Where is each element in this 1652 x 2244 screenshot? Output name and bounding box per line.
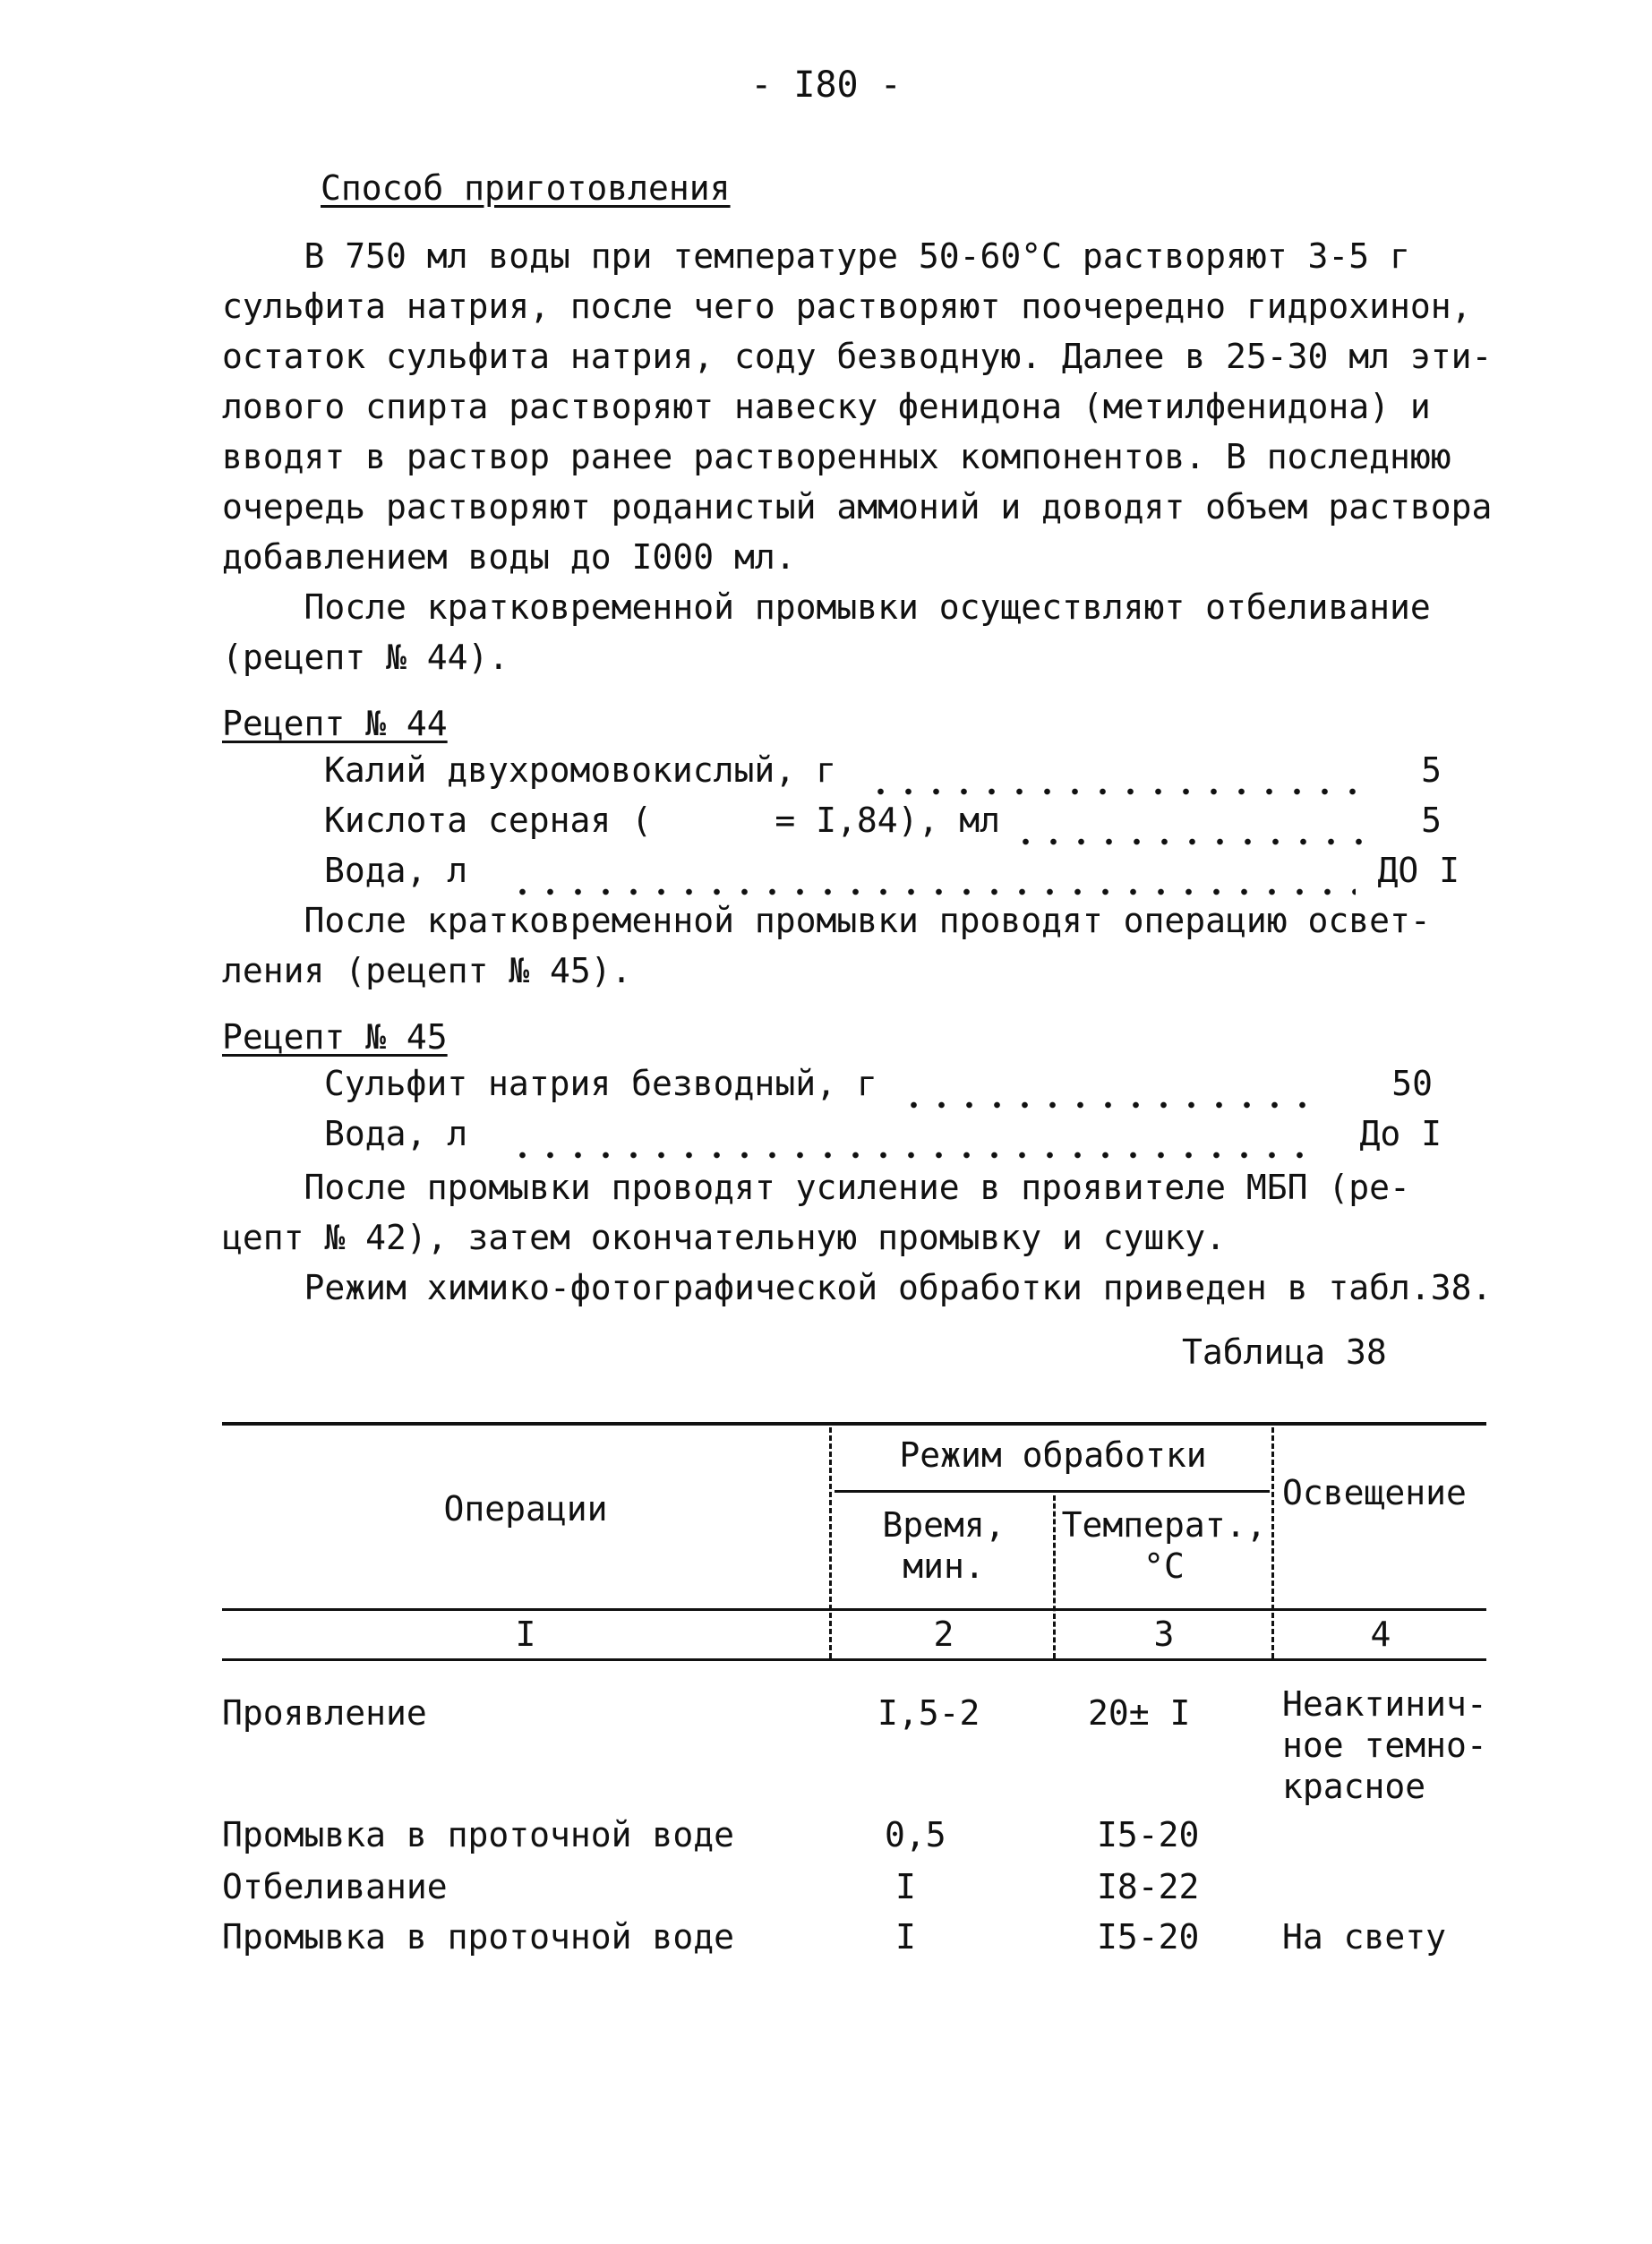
ingredient-amount: 50 <box>1391 1064 1433 1103</box>
page-number: - I80 - <box>750 64 902 106</box>
time-cell: I <box>895 1917 916 1957</box>
header-operations: Операции <box>443 1489 608 1529</box>
column-divider <box>829 1427 832 1658</box>
header-bottom-rule <box>222 1608 1486 1611</box>
temperature-cell: I5-20 <box>1097 1815 1200 1854</box>
table-caption: Таблица 38 <box>1182 1332 1387 1372</box>
text-line: лового спирта растворяют навеску фенидона (метилфенидона) и <box>222 387 1431 426</box>
column-number: 4 <box>1370 1614 1391 1654</box>
text-line: сульфита натрия, после чего растворяют поочередно гидрохинон, <box>222 287 1472 326</box>
leader-dots <box>867 788 1368 795</box>
text-line: В 750 мл воды при температуре 50-60°С растворяют 3-5 г <box>222 236 1410 276</box>
section-heading: Способ приготовления <box>321 168 731 208</box>
recipe-45-title: Рецепт № 45 <box>222 1017 448 1057</box>
ingredient-name: Сульфит натрия безводный, г <box>324 1064 877 1103</box>
ingredient-amount: 5 <box>1421 750 1442 790</box>
subheader-rule <box>835 1490 1270 1493</box>
time-cell: I <box>895 1867 916 1906</box>
ingredient-amount: До I <box>1359 1114 1442 1153</box>
operation-cell: Отбеливание <box>222 1867 448 1906</box>
ingredient-amount: ДО I <box>1377 851 1459 890</box>
operation-cell: Проявление <box>222 1693 427 1733</box>
text-line: После промывки проводят усиление в проявителе МБП (ре- <box>222 1168 1410 1207</box>
leader-dots <box>509 888 1356 895</box>
header-temperature: Температ., °С <box>1061 1505 1267 1586</box>
text-line: остаток сульфита натрия, соду безводную. Далее в 25-30 мл эти- <box>222 337 1493 376</box>
operation-cell: Промывка в проточной воде <box>222 1815 734 1854</box>
operation-cell: Промывка в проточной воде <box>222 1917 734 1957</box>
recipe-44-title: Рецепт № 44 <box>222 704 448 743</box>
header-lighting: Освещение <box>1282 1473 1467 1512</box>
numbers-bottom-rule <box>222 1658 1486 1661</box>
time-cell: 0,5 <box>885 1815 946 1854</box>
text-line: (рецепт № 44). <box>222 638 509 677</box>
temperature-cell: I8-22 <box>1097 1867 1200 1906</box>
text-line: очередь растворяют роданистый аммоний и доводят объем раствора <box>222 487 1493 527</box>
header-processing-mode: Режим обработки <box>899 1435 1207 1475</box>
text-line: Режим химико-фотографической обработки приведен в табл.38. <box>222 1268 1493 1307</box>
ingredient-name: Вода, л <box>324 851 468 890</box>
text-line: цепт № 42), затем окончательную промывку и сушку. <box>222 1218 1227 1257</box>
text-line: вводят в раствор ранее растворенных компонентов. В последнюю <box>222 437 1451 476</box>
temperature-cell: 20± I <box>1088 1693 1191 1733</box>
time-cell: I,5-2 <box>877 1693 980 1733</box>
ingredient-name: Кислота серная ( = I,84), мл <box>324 801 1000 840</box>
text-line: ления (рецепт № 45). <box>222 951 632 990</box>
temperature-cell: I5-20 <box>1097 1917 1200 1957</box>
text-line: добавлением воды до I000 мл. <box>222 537 796 577</box>
leader-dots <box>900 1101 1321 1109</box>
lighting-cell: На свету <box>1282 1917 1447 1957</box>
ingredient-amount: 5 <box>1421 801 1442 840</box>
text-line: После кратковременной промывки осуществляют отбеливание <box>222 587 1431 627</box>
column-divider <box>1271 1427 1274 1658</box>
ingredient-name: Калий двухромовокислый, г <box>324 750 836 790</box>
header-time: Время, мин. <box>882 1505 1006 1586</box>
lighting-cell: Неактинич- ное темно- красное <box>1282 1684 1487 1806</box>
column-number: 3 <box>1153 1614 1175 1654</box>
column-number: I <box>515 1614 536 1654</box>
table-top-rule <box>222 1422 1486 1426</box>
column-divider <box>1053 1495 1056 1658</box>
leader-dots <box>509 1152 1323 1159</box>
ingredient-name: Вода, л <box>324 1114 468 1153</box>
text-line: После кратковременной промывки проводят операцию освет- <box>222 901 1431 940</box>
column-number: 2 <box>933 1614 954 1654</box>
leader-dots <box>1012 838 1379 845</box>
